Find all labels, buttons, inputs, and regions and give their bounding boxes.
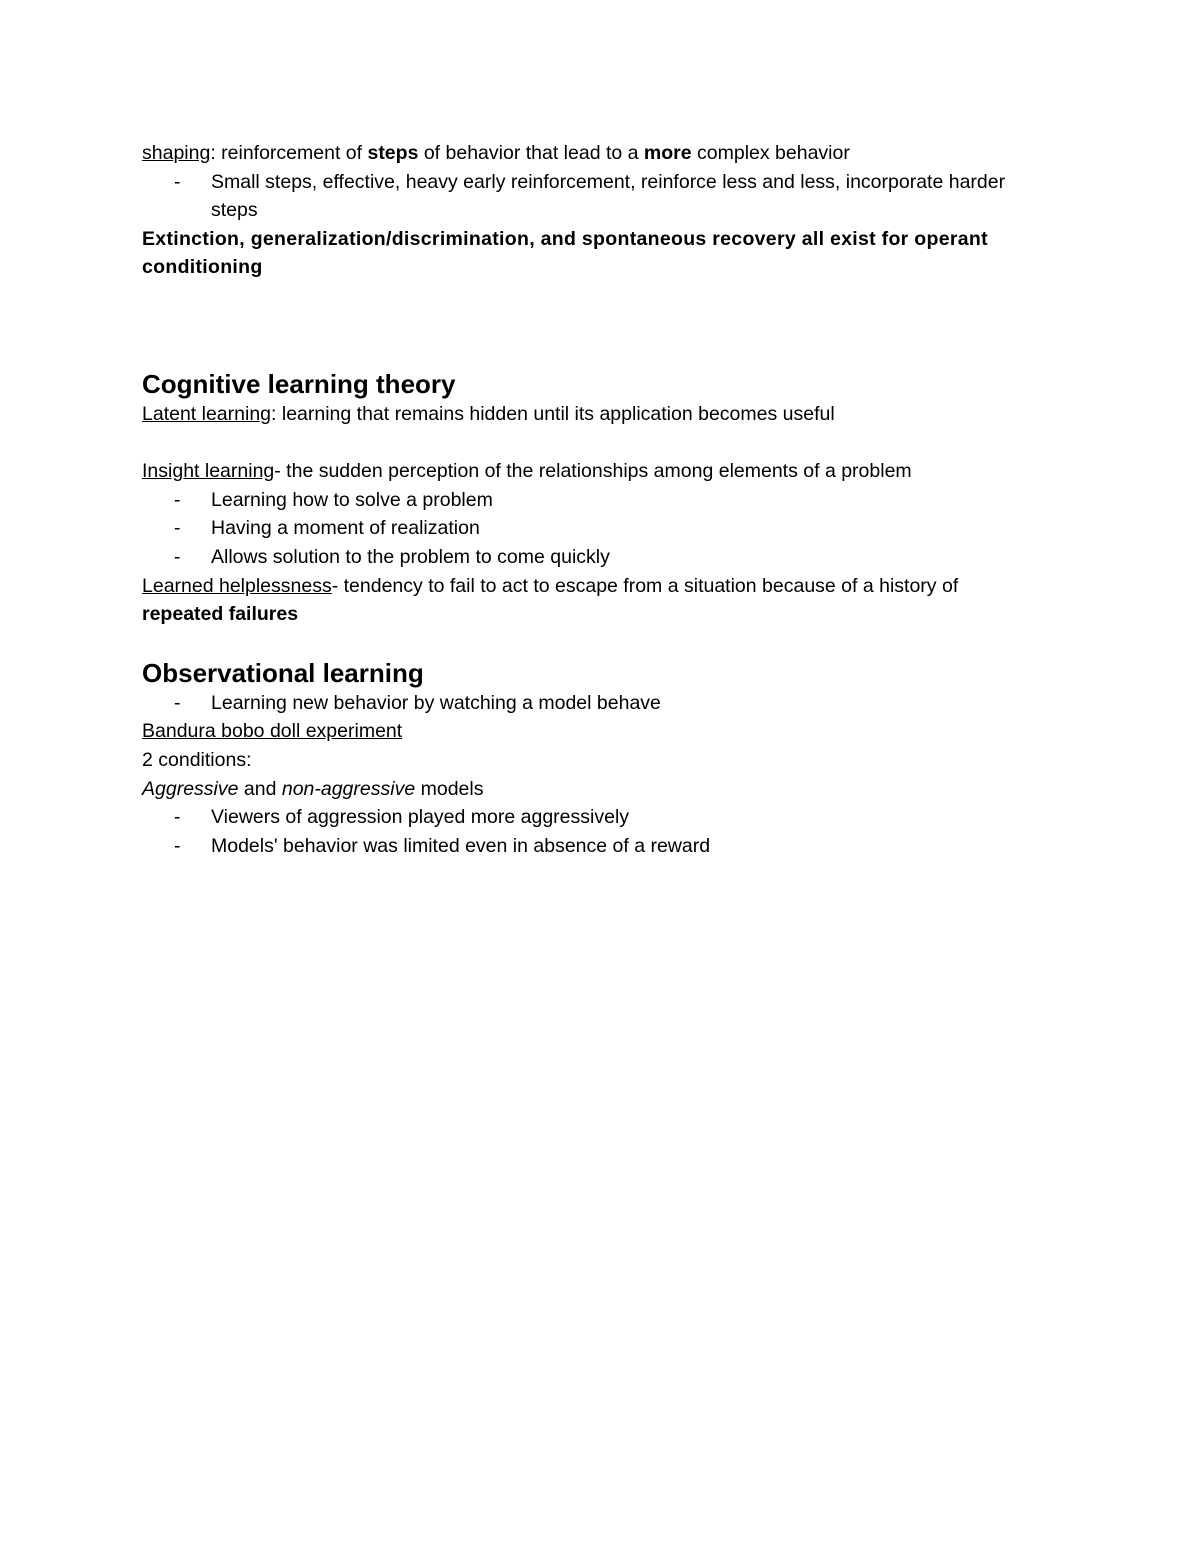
section-heading-observational: Observational learning bbox=[142, 657, 424, 688]
shaping-term: shaping bbox=[142, 142, 211, 164]
list-item: - Learning how to solve a problem bbox=[142, 486, 1072, 515]
document-page bbox=[142, 139, 1072, 860]
bullet-dash: - bbox=[174, 517, 181, 540]
latent-learning-definition: Latent learning: learning that remains hidden until its application becomes useful bbox=[142, 402, 835, 425]
list-item: - Viewers of aggression played more aggressively bbox=[142, 803, 1072, 832]
bullet-dash: - bbox=[174, 691, 181, 714]
list-item: - Allows solution to the problem to come quickly bbox=[142, 543, 1072, 572]
list-item: - Small steps, effective, heavy early reinforcement, reinforce less and less, incorporate harder steps bbox=[142, 168, 1072, 225]
bullet-dash: - bbox=[174, 834, 181, 857]
learned-helplessness-definition: Learned helplessness- tendency to fail to act to escape from a situation because of a history of bbox=[142, 574, 959, 597]
list-item: - Learning new behavior by watching a model behave bbox=[142, 689, 1072, 718]
extinction-note: Extinction, generalization/discrimination, and spontaneous recovery all exist for operant conditioning bbox=[142, 227, 988, 279]
bullet-dash: - bbox=[174, 488, 181, 511]
list-item: - Models' behavior was limited even in absence of a reward bbox=[142, 832, 1072, 861]
models-line: Aggressive and non-aggressive models bbox=[142, 777, 484, 800]
learned-helplessness-bold: repeated failures bbox=[142, 603, 299, 626]
conditions-label: 2 conditions: bbox=[142, 748, 252, 771]
bullet-dash: - bbox=[174, 806, 181, 829]
bullet-dash: - bbox=[174, 170, 181, 193]
insight-learning-definition: Insight learning- the sudden perception of the relationships among elements of a problem bbox=[142, 460, 912, 483]
section-heading-cognitive: Cognitive learning theory bbox=[142, 368, 456, 399]
shaping-definition: shaping: reinforcement of steps of behavior that lead to a more complex behavior bbox=[142, 142, 850, 164]
bandura-experiment-title: Bandura bobo doll experiment bbox=[142, 720, 403, 743]
list-item: - Having a moment of realization bbox=[142, 514, 1072, 543]
bullet-dash: - bbox=[174, 545, 181, 568]
